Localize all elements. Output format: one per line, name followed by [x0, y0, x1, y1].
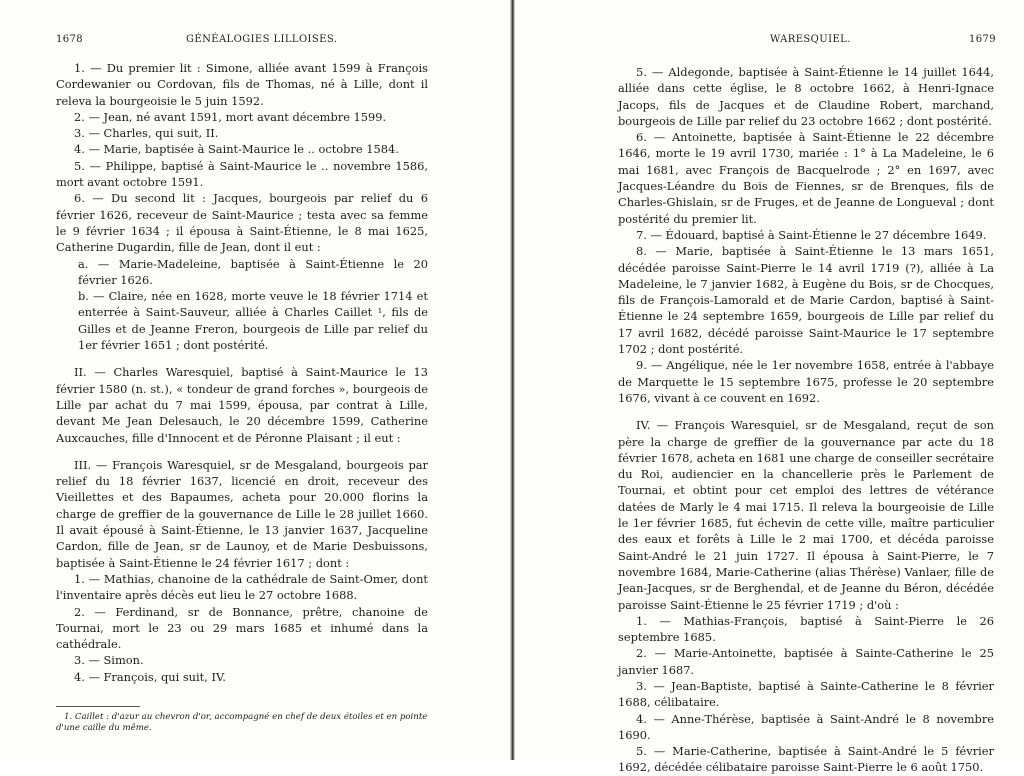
running-head-left: GÉNÉALOGIES LILLOISES.	[186, 34, 338, 45]
entry-paragraph: 1. — Mathias, chanoine de la cathédrale de Saint-Omer, dont l'inventaire après décès eut lieu le 27 octobre 1688.	[56, 571, 428, 603]
entry-paragraph: 4. — Anne-Thérèse, baptisée à Saint-André le 8 novembre 1690.	[618, 711, 994, 742]
footnote-divider	[56, 706, 140, 707]
entry-paragraph: 2. — Marie-Antoinette, baptisée à Sainte-Catherine le 25 janvier 1687.	[618, 646, 994, 677]
entry-paragraph: 3. — Jean-Baptiste, baptisé à Sainte-Catherine le 8 février 1688, célibataire.	[618, 678, 994, 710]
entry-paragraph: 4. — Marie, baptisée à Saint-Maurice le .. octobre 1584.	[74, 142, 399, 157]
sub-entry-paragraph: b. — Claire, née en 1628, morte veuve le 18 février 1714 et enterrée à Saint-Sauveur, alliée à Charles Caillet ¹, fils de Gilles et de Jeanne Freron, bourgeois de Lille par relief du 1er février 1651 ; dont postérité.	[78, 289, 428, 353]
entry-paragraph: 5. — Marie-Catherine, baptisée à Saint-André le 5 février 1692, décédée célibataire paroisse Saint-Pierre le 6 août 1750.	[618, 744, 994, 775]
entry-paragraph: 5. — Aldegonde, baptisée à Saint-Étienne le 14 juillet 1644, alliée dans cette église, le 8 octobre 1662, à Henri-Ignace Jacops, fils de Jacques et de Claudine Robert, marchand, bourgeois de Lille par relief du 23 octobre 1662 ; dont postérité.	[618, 65, 994, 128]
entry-paragraph: 6. — Du second lit : Jacques, bourgeois par relief du 6 février 1626, receveur de Saint-Maurice ; testa avec sa femme le 9 février 1634 ; il épousa à Saint-Étienne, le 8 mai 1625, Catherine Dugardin, fille de Jean, dont il eut :	[56, 191, 428, 255]
page-number-right: 1679	[969, 34, 997, 45]
generation-paragraph: III. — François Waresquiel, sr de Mesgaland, bourgeois par relief du 18 février 1637, licencié en droit, receveur des Vieillettes et des Bapaumes, acheta pour 20.000 florins la charge de greffier de la gouvernance de Lille le 28 juillet 1660. Il avait épousé à Saint-Étienne, le 13 janvier 1637, Jacqueline Cardon, fille de Jean, sr de Launoy, et de Marie Desbuissons, baptisée à Saint-Étienne le 24 février 1617 ; dont :	[56, 457, 428, 570]
entry-paragraph: 3. — Simon.	[74, 653, 144, 668]
right-page	[514, 0, 1024, 775]
left-page	[0, 0, 512, 760]
page-number-left: 1678	[56, 34, 84, 45]
entry-paragraph: 6. — Antoinette, baptisée à Saint-Étienne le 22 décembre 1646, morte le 19 avril 1730, mariée : 1° à La Madeleine, le 6 mai 1681, avec François de Bacquelrode ; 2° en 1697, avec Jacques-Léandre du Bois de Fiennes, sr de Brenques, fils de Charles-Ghislain, sr de Fruges, et de Jeanne de Longueval ; dont postérité du premier lit.	[618, 130, 994, 226]
entry-paragraph: 1. — Du premier lit : Simone, alliée avant 1599 à François Cordewanier ou Cordovan, fils de Thomas, né à Lille, dont il releva la bourgeoisie le 5 juin 1592.	[56, 61, 428, 108]
entry-paragraph: 2. — Jean, né avant 1591, mort avant décembre 1599.	[74, 109, 387, 124]
generation-paragraph: II. — Charles Waresquiel, baptisé à Saint-Maurice le 13 février 1580 (n. st.), « tondeur de grand forches », bourgeois de Lille par achat du 7 mai 1599, épousa, par contrat à Lille, devant Me Jean Delesauch, le 20 décembre 1599, Catherine Auxcauches, fille d'Innocent et de Péronne Plaisant ; il eut :	[56, 365, 428, 445]
sub-entry-paragraph: a. — Marie-Madeleine, baptisée à Saint-Étienne le 20 février 1626.	[78, 256, 428, 287]
entry-paragraph: 8. — Marie, baptisée à Saint-Étienne le 13 mars 1651, décédée paroisse Saint-Pierre le 14 avril 1719 (?), alliée à La Madeleine, le 7 janvier 1682, à Eugène du Bois, sr de Chocques, fils de François-Lamorald et de Marie Cardon, baptisé à Saint-Étienne le 24 septembre 1659, bourgeois de Lille par relief du 17 avril 1682, décédé paroisse Saint-Maurice le 17 septembre 1702 ; dont postérité.	[618, 244, 994, 357]
entry-paragraph: 4. — François, qui suit, IV.	[74, 669, 226, 684]
running-head-right: WARESQUIEL.	[770, 34, 851, 45]
entry-paragraph: 2. — Ferdinand, sr de Bonnance, prêtre, chanoine de Tournai, mort le 23 ou 29 mars 1685 et inhumé dans la cathédrale.	[56, 604, 428, 652]
entry-paragraph: 3. — Charles, qui suit, II.	[74, 126, 219, 141]
left-page-text	[56, 60, 428, 685]
footnote: 1. Caillet : d'azur au chevron d'or, accompagné en chef de deux étoiles et en pointe d'une caille du même.	[56, 712, 428, 733]
entry-paragraph: 1. — Mathias-François, baptisé à Saint-Pierre le 26 septembre 1685.	[618, 613, 994, 645]
entry-paragraph: 9. — Angélique, née le 1er novembre 1658, entrée à l'abbaye de Marquette le 15 septembre 1675, professe le 20 septembre 1676, vivant à ce couvent en 1692.	[618, 358, 994, 405]
entry-paragraph: 5. — Philippe, baptisé à Saint-Maurice le .. novembre 1586, mort avant octobre 1591.	[56, 158, 428, 190]
right-page-text	[618, 64, 994, 776]
generation-paragraph: IV. — François Waresquiel, sr de Mesgaland, reçut de son père la charge de greffier de la gouvernance par acte du 18 février 1678, acheta en 1681 une charge de conseiller secrétaire du Roi, audiencier en la chancellerie près le Parlement de Tournai, et obtint pour cet emploi des lettres de vétérance datées de Marly le 4 mai 1715. Il releva la bourgeoisie de Lille le 1er février 1685, fut échevin de cette ville, maître particulier des eaux et forêts à Lille le 2 mai 1700, et décéda paroisse Saint-André le 21 juin 1727. Il épousa à Saint-Pierre, le 7 novembre 1684, Marie-Catherine (alias Thérèse) Vanlaer, fille de Jean-Jacques, sr de Berghendal, et de Jeanne du Béron, décédée paroisse Saint-Étienne le 25 février 1719 ; d'où :	[618, 418, 994, 612]
entry-paragraph: 7. — Édouard, baptisé à Saint-Étienne le 27 décembre 1649.	[636, 227, 987, 242]
